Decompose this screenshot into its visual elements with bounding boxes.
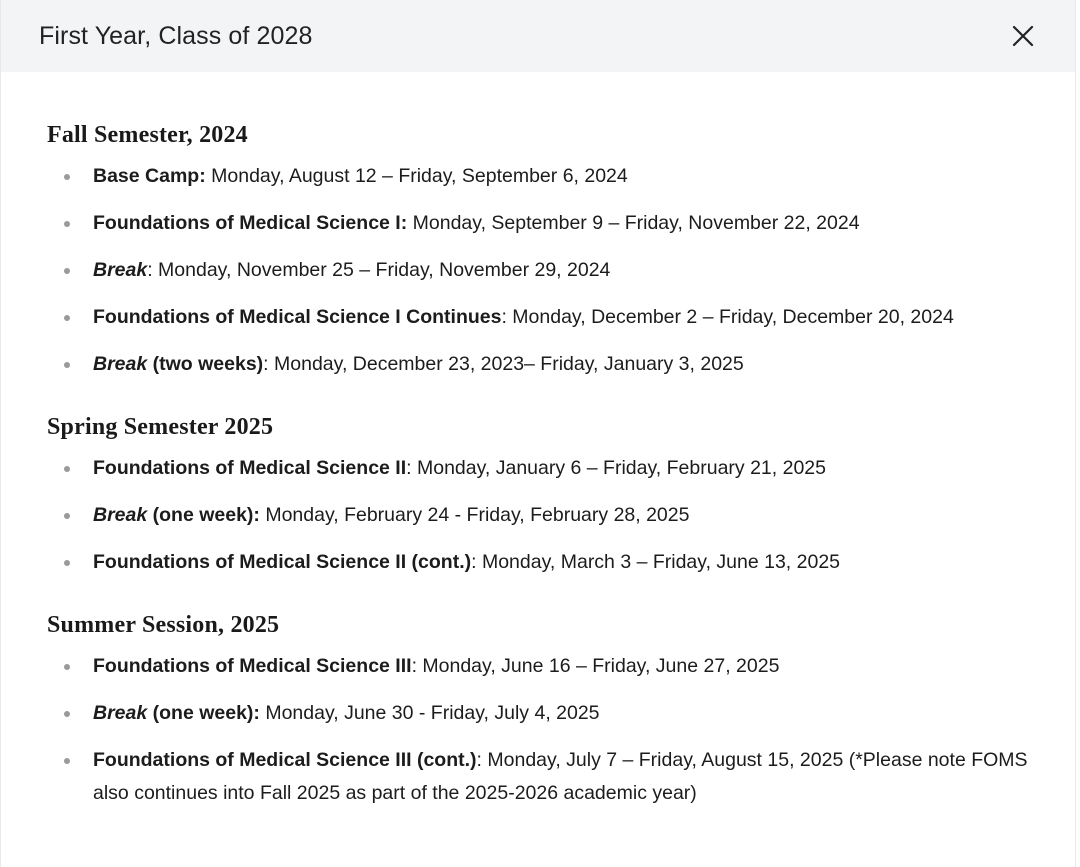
event-list (47, 452, 1035, 579)
section-heading: Summer Session, 2025 (47, 612, 280, 638)
event-dates: Monday, August 12 – Friday, September 6, 2024 (205, 165, 628, 187)
bullet-icon (64, 560, 70, 566)
list-item (47, 744, 1035, 810)
event-qualifier: (one week): (147, 504, 260, 526)
bullet-icon (64, 466, 70, 472)
event-dates: Monday, December 23, 2023– Friday, January 3, 2025 (268, 353, 744, 375)
event-dates: Monday, December 2 – Friday, December 20, 2024 (506, 306, 954, 328)
event-dates: Monday, February 24 - Friday, February 28, 2025 (259, 504, 690, 526)
event-name: Break (93, 702, 148, 724)
event-separator: : (411, 655, 417, 677)
list-item (47, 254, 1035, 287)
close-button[interactable] (1009, 22, 1037, 50)
event-separator: : (263, 353, 269, 375)
event-dates: Monday, June 30 - Friday, July 4, 2025 (259, 702, 600, 724)
event-dates: Monday, January 6 – Friday, February 21, 2025 (411, 457, 826, 479)
event-name: Foundations of Medical Science II (93, 457, 407, 479)
list-item (47, 160, 1035, 193)
event-dates: Monday, March 3 – Friday, June 13, 2025 (476, 551, 841, 573)
list-item (47, 650, 1035, 683)
event-separator: : (406, 457, 412, 479)
event-dates: Monday, July 7 – Friday, August 15, 2025 (*Please note FOMS also continues into Fall 2025 as part of the 2025-2026 academic year) (93, 749, 1028, 804)
list-item (47, 301, 1035, 334)
modal-title: First Year, Class of 2028 (39, 21, 313, 50)
event-separator: : (471, 551, 477, 573)
event-name: Break (93, 259, 148, 281)
event-list (47, 650, 1035, 810)
modal-body (1, 72, 1075, 810)
event-separator: : (501, 306, 507, 328)
event-name: Break (93, 353, 148, 375)
event-name: Break (93, 504, 148, 526)
event-name: Foundations of Medical Science III (93, 655, 412, 677)
event-name: Foundations of Medical Science I Continues (93, 306, 502, 328)
event-separator: : (476, 749, 482, 771)
list-item (47, 207, 1035, 240)
close-icon (1012, 25, 1034, 47)
section-heading: Spring Semester 2025 (47, 414, 274, 440)
event-name: Base Camp: (93, 165, 206, 187)
bullet-icon (64, 268, 70, 274)
event-separator: : (147, 259, 153, 281)
event-dates: Monday, September 9 – Friday, November 22, 2024 (407, 212, 860, 234)
list-item (47, 546, 1035, 579)
bullet-icon (64, 711, 70, 717)
event-list (47, 160, 1035, 381)
bullet-icon (64, 221, 70, 227)
event-qualifier: (two weeks) (147, 353, 264, 375)
bullet-icon (64, 513, 70, 519)
event-dates: Monday, November 25 – Friday, November 29, 2024 (152, 259, 611, 281)
list-item (47, 697, 1035, 730)
list-item (47, 499, 1035, 532)
bullet-icon (64, 664, 70, 670)
list-item (47, 348, 1035, 381)
event-dates: Monday, June 16 – Friday, June 27, 2025 (416, 655, 780, 677)
event-name: Foundations of Medical Science III (cont.) (93, 749, 477, 771)
bullet-icon (64, 174, 70, 180)
section-heading: Fall Semester, 2024 (47, 122, 248, 148)
list-item (47, 452, 1035, 485)
event-qualifier: (one week): (147, 702, 260, 724)
modal-header (1, 0, 1075, 72)
bullet-icon (64, 758, 70, 764)
event-name: Foundations of Medical Science II (cont.) (93, 551, 472, 573)
event-name: Foundations of Medical Science I: (93, 212, 408, 234)
bullet-icon (64, 315, 70, 321)
bullet-icon (64, 362, 70, 368)
